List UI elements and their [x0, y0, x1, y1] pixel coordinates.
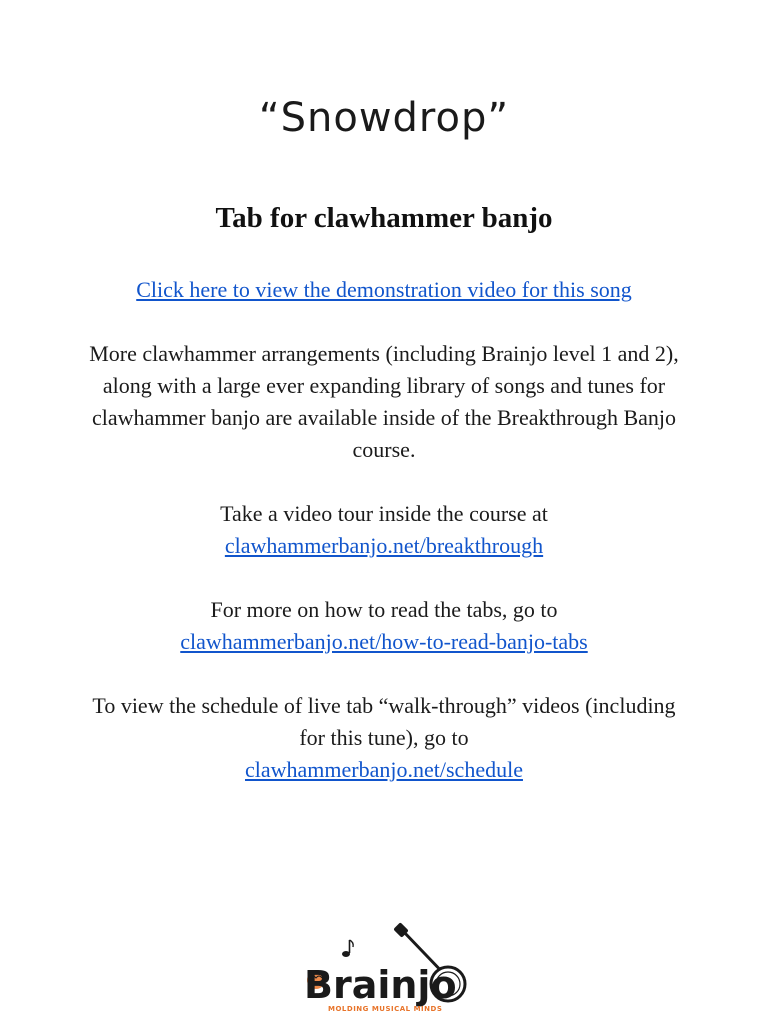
more-line: clawhammer banjo are available inside of the Breakthrough Banjo — [91, 405, 676, 430]
more-arrangements-paragraph — [84, 338, 684, 466]
song-title: “Snowdrop” — [258, 95, 510, 141]
tour-paragraph — [84, 498, 684, 562]
more-line: course. — [352, 437, 416, 462]
how-to-read-tabs-link[interactable]: clawhammerbanjo.net/how-to-read-banjo-tabs — [180, 629, 588, 654]
brainjo-logo — [298, 922, 474, 1014]
demo-paragraph — [84, 274, 684, 306]
more-line: along with a large ever expanding library of songs and tunes for — [102, 373, 666, 398]
tabs-text: For more on how to read the tabs, go to — [210, 597, 558, 622]
logo-wordmark: Brainjo — [304, 963, 457, 1007]
tabs-paragraph — [84, 594, 684, 658]
logo-tagline: MOLDING MUSICAL MINDS — [328, 1005, 443, 1013]
more-line: More clawhammer arrangements (including Brainjo level 1 and 2), — [89, 341, 679, 366]
page-subtitle: Tab for clawhammer banjo — [215, 202, 553, 234]
breakthrough-link[interactable]: clawhammerbanjo.net/breakthrough — [224, 533, 544, 558]
schedule-line: for this tune), go to — [299, 725, 469, 750]
music-note-icon — [342, 940, 353, 957]
schedule-paragraph — [84, 690, 684, 786]
demo-video-link[interactable]: Click here to view the demonstration video for this song — [136, 277, 632, 302]
tour-text: Take a video tour inside the course at — [220, 501, 548, 526]
schedule-link[interactable]: clawhammerbanjo.net/schedule — [245, 757, 523, 782]
schedule-line: To view the schedule of live tab “walk-through” videos (including — [92, 693, 676, 718]
